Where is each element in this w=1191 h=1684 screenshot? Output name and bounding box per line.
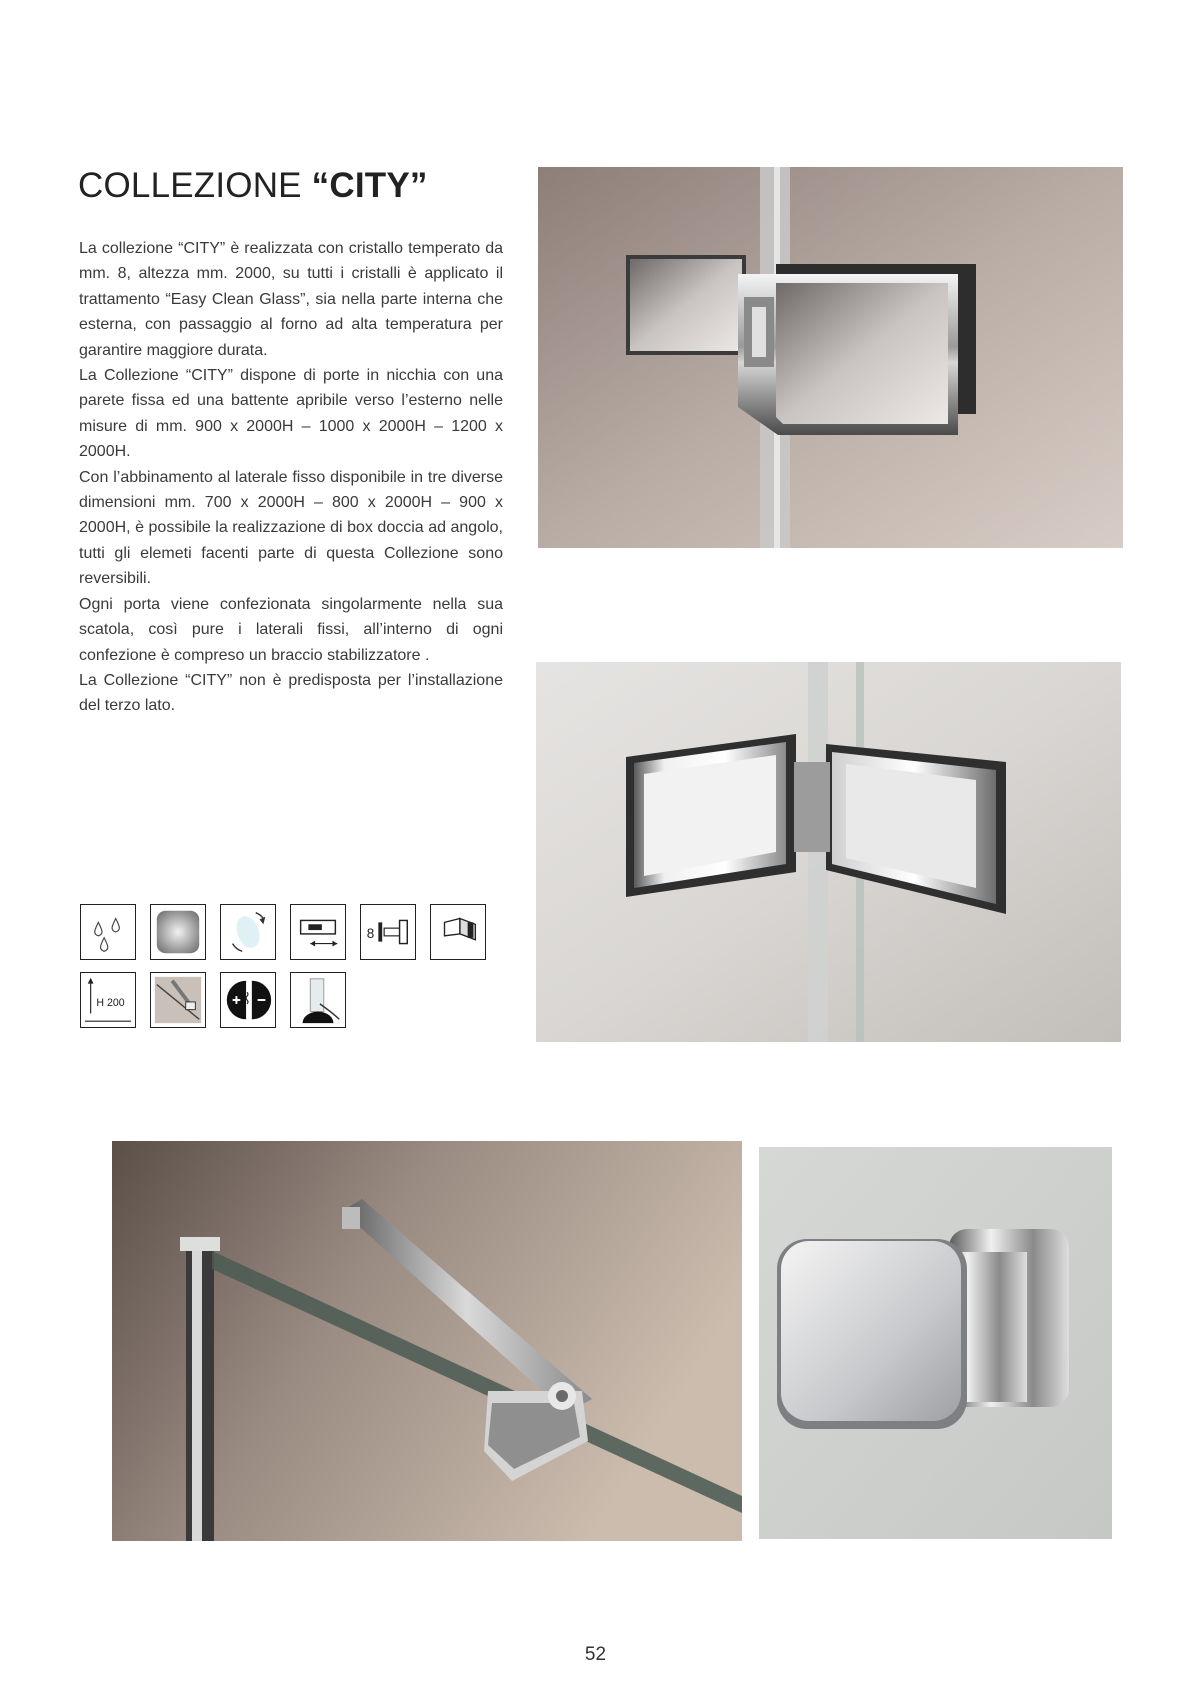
paragraph: La collezione “CITY” è realizzata con cristallo temperato da mm. 8, altezza mm. 2000, su tutti i cristalli è applicato il trattamento “Easy Clean Glass”, sia nella parte interna che esterna, con passaggio al forno ad alta temperatura per garantire maggiore durata. [79, 240, 503, 359]
photo-knob [759, 1147, 1112, 1539]
hinge-profile-icon [290, 904, 346, 960]
glass-thickness-label: 8 [366, 925, 375, 941]
page-number: 52 [584, 1644, 607, 1665]
height-label: H 200 [96, 996, 125, 1009]
stabilizer-bar-icon [150, 972, 206, 1028]
photo-stabilizer-arm [112, 1141, 742, 1541]
easy-clean-drops-icon [80, 904, 136, 960]
door-seal-icon [290, 972, 346, 1028]
height-icon [80, 972, 136, 1028]
paragraph: La Collezione “CITY” non è predisposta per l’installazione del terzo lato. [79, 671, 503, 715]
paragraph: Ogni porta viene confezionata singolarmente nella sua scatola, così pure i laterali fissi, all’interno di ogni confezione è compreso un braccio stabilizzatore . [79, 595, 503, 664]
glass-thickness-icon [360, 904, 416, 960]
title-name: “CITY” [311, 166, 428, 205]
glass-clamp-icon [430, 904, 486, 960]
paragraph: La Collezione “CITY” dispone di porte in nicchia con una parete fissa ed una battente apribile verso l’esterno nelle misure di mm. 900 x 2000H – 1000 x 2000H – 1200 x 2000H. [79, 367, 503, 461]
magnetic-seal-icon [220, 972, 276, 1028]
reversible-icon [220, 904, 276, 960]
paragraph: Con l’abbinamento al laterale fisso disponibile in tre diverse dimensioni mm. 700 x 2000H – 800 x 2000H – 900 x 2000H, è possibile la realizzazione di box doccia ad angolo, tutti gli elemeti facenti parte di questa Collezione sono reversibili. [79, 468, 503, 588]
photo-hinge-wall [538, 167, 1123, 548]
page-title [78, 166, 428, 206]
chrome-finish-icon [150, 904, 206, 960]
photo-hinge-glass [536, 662, 1121, 1042]
description-text [79, 236, 503, 719]
title-prefix: COLLEZIONE [78, 166, 312, 205]
